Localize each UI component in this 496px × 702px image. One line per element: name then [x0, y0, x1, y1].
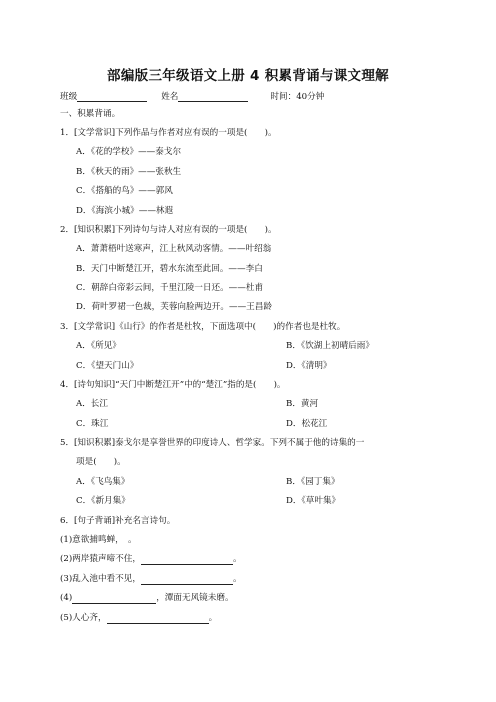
fill-blank-4[interactable] [72, 594, 156, 604]
fill-blank-2[interactable] [141, 555, 233, 565]
question-4-stem: 4．[诗句知识]“天门中断楚江开”中的“楚江”指的是( )。 [60, 380, 286, 390]
question-5-option-c[interactable]: C．《新月集》 [76, 496, 130, 506]
student-info-row [60, 90, 324, 102]
question-4-option-c[interactable]: C．珠江 [76, 419, 109, 429]
question-4-option-d[interactable]: D．松花江 [286, 419, 328, 429]
name-blank[interactable] [178, 92, 248, 102]
question-1-option-a[interactable]: A．《花的学校》——泰戈尔 [76, 147, 182, 157]
question-2-option-d[interactable]: D．荷叶罗裙一色裁，芙蓉向脸两边开。——王昌龄 [76, 302, 272, 312]
fill-line-2 [60, 554, 242, 565]
fill-line-3 [60, 574, 242, 585]
question-2-option-b[interactable]: B．天门中断楚江开，碧水东流至此回。——李白 [76, 264, 263, 274]
question-4-option-a[interactable]: A．长江 [76, 399, 108, 409]
question-3-option-d[interactable]: D．《清明》 [286, 361, 332, 371]
question-3-stem: 3．[文学常识]《山行》的作者是杜牧，下面选项中( )的作者也是杜牧。 [60, 322, 346, 332]
fill-line-4-prefix: (4) [60, 593, 73, 603]
question-2-option-c[interactable]: C．朝辞白帝彩云间，千里江陵一日还。——杜甫 [76, 283, 264, 293]
fill-blank-5[interactable] [107, 614, 209, 624]
page-title: 部编版三年级语文上册 4 积累背诵与课文理解 [107, 68, 389, 84]
fill-line-1: (1)意欲捕鸣蝉， 。 [60, 535, 137, 545]
question-5-option-d[interactable]: D．《草叶集》 [286, 496, 341, 506]
class-blank[interactable] [77, 92, 147, 102]
name-label: 姓名 [161, 92, 179, 102]
question-1-stem: 1．[文学常识]下列作品与作者对应有误的一项是( )。 [60, 128, 277, 138]
fill-line-3-suffix: 。 [232, 574, 242, 584]
section-heading: 一、积累背诵。 [60, 109, 121, 119]
question-6-stem: 6．[句子背诵]补充名言诗句。 [60, 516, 176, 526]
class-label: 班级 [60, 92, 78, 102]
question-5-option-b[interactable]: B．《园丁集》 [286, 477, 340, 487]
fill-line-4-suffix: ，潭面无风镜未磨。 [156, 593, 234, 603]
question-3-option-b[interactable]: B．《饮湖上初晴后雨》 [286, 341, 374, 351]
fill-line-5 [60, 613, 217, 624]
question-2-stem: 2．[知识积累]下列诗句与诗人对应有误的一项是( )。 [60, 225, 277, 235]
question-5-stem-continued: 项是( )。 [76, 457, 126, 467]
question-1-option-d[interactable]: D．《海滨小城》——林遐 [76, 206, 174, 216]
fill-line-2-suffix: 。 [232, 554, 242, 564]
fill-line-4 [60, 593, 234, 604]
question-2-option-a[interactable]: A．萧萧梧叶送寒声，江上秋风动客情。——叶绍翁 [76, 244, 272, 254]
question-3-option-c[interactable]: C．《望天门山》 [76, 361, 139, 371]
fill-blank-3[interactable] [141, 575, 233, 585]
question-5-option-a[interactable]: A．《飞鸟集》 [76, 477, 130, 487]
fill-line-2-prefix: (2)两岸猿声啼不住， [60, 554, 141, 564]
time-label: 时间：40分钟 [270, 92, 325, 102]
question-1-option-c[interactable]: C．《搭船的鸟》——郭风 [76, 186, 173, 196]
question-5-stem: 5．[知识积累]泰戈尔是享誉世界的印度诗人、哲学家。下列不属于他的诗集的一 [60, 438, 365, 448]
question-4-option-b[interactable]: B．黄河 [286, 399, 319, 409]
question-3-option-a[interactable]: A．《所见》 [76, 341, 121, 351]
fill-line-5-suffix: 。 [208, 613, 218, 623]
question-1-option-b[interactable]: B．《秋天的雨》——张秋生 [76, 167, 182, 177]
fill-line-3-prefix: (3)乱入池中看不见， [60, 574, 141, 584]
fill-line-5-prefix: (5)人心齐， [60, 613, 107, 623]
